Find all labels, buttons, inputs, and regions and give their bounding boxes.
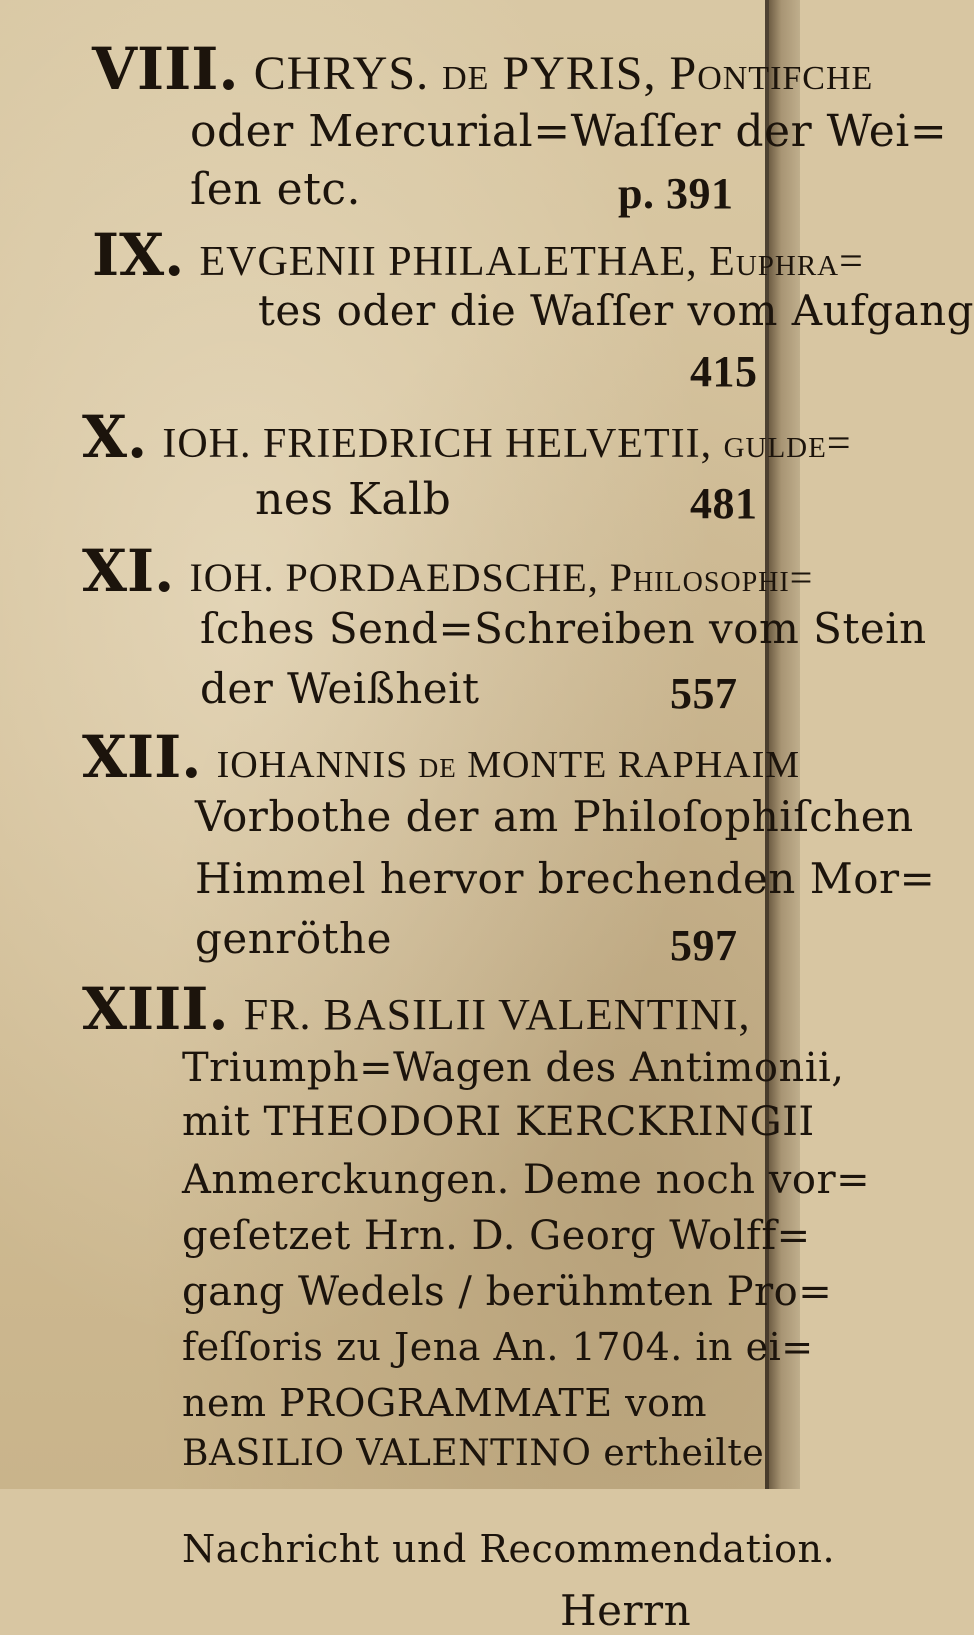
entry-line: Nachricht und Recommendation.: [182, 1527, 836, 1571]
entry-text: FR. BASILII VALENTINI,: [243, 990, 751, 1039]
entry-numeral: X.: [82, 403, 148, 471]
entry-numeral: XII.: [82, 723, 202, 791]
entry-text: IOHANNIS de MONTE RAPHAIM: [216, 744, 801, 786]
entry-line: Triumph=Wagen des Antimonii,: [182, 1045, 845, 1091]
entry-page-number: 597: [670, 921, 738, 970]
entry-numeral: XIII.: [82, 975, 229, 1043]
entry-line: der Weißheit: [200, 664, 480, 713]
entry-page-number: 415: [690, 347, 758, 396]
entry-numeral: XI.: [82, 537, 175, 605]
catchword: Herrn: [560, 1586, 692, 1635]
entry-numeral: IX.: [92, 221, 185, 289]
entry-line: feſſoris zu Jena An. 1704. in ei=: [182, 1325, 814, 1369]
entry-line: tes oder die Waſſer vom Aufgang: [258, 286, 974, 335]
entry-text: IOH. PORDAEDSCHE, Philoſophi=: [189, 555, 814, 600]
entry-line: BASILIO VALENTINO ertheilte: [182, 1433, 765, 1474]
entry-line: genröthe: [195, 914, 392, 963]
entry-line: geſetzet Hrn. D. Georg Wolff=: [182, 1213, 811, 1259]
entry-page-number: 481: [690, 479, 758, 528]
entry-line: mit THEODORI KERCKRINGII: [182, 1099, 815, 1145]
entry-page-number: p. 391: [618, 169, 734, 218]
entry-text: IOH. FRIEDRICH HELVETII, gulde=: [162, 421, 852, 467]
entry-line: ſen etc.: [190, 164, 361, 215]
entry-page-number: 557: [670, 669, 738, 718]
entry-line: oder Mercurial=Waſſer der Wei=: [190, 106, 948, 157]
entry-line: nes Kalb: [255, 474, 452, 525]
entry-text: EVGENII PHILALETHAE, Euphra=: [199, 239, 864, 285]
entry-line: Vorbothe der am Philoſophiſchen: [195, 792, 914, 841]
entry-line: ſches Send=Schreiben vom Stein: [200, 604, 927, 653]
entry-numeral: VIII.: [92, 35, 239, 103]
entry-text: CHRYS. de PYRIS, Pontifche: [253, 47, 874, 100]
entry-line: gang Wedels / berühmten Pro=: [182, 1269, 833, 1315]
entry-line: nem PROGRAMMATE vom: [182, 1381, 708, 1425]
entry-line: Himmel hervor brechenden Mor=: [195, 854, 936, 903]
entry-line: Anmerckungen. Deme noch vor=: [182, 1157, 871, 1203]
